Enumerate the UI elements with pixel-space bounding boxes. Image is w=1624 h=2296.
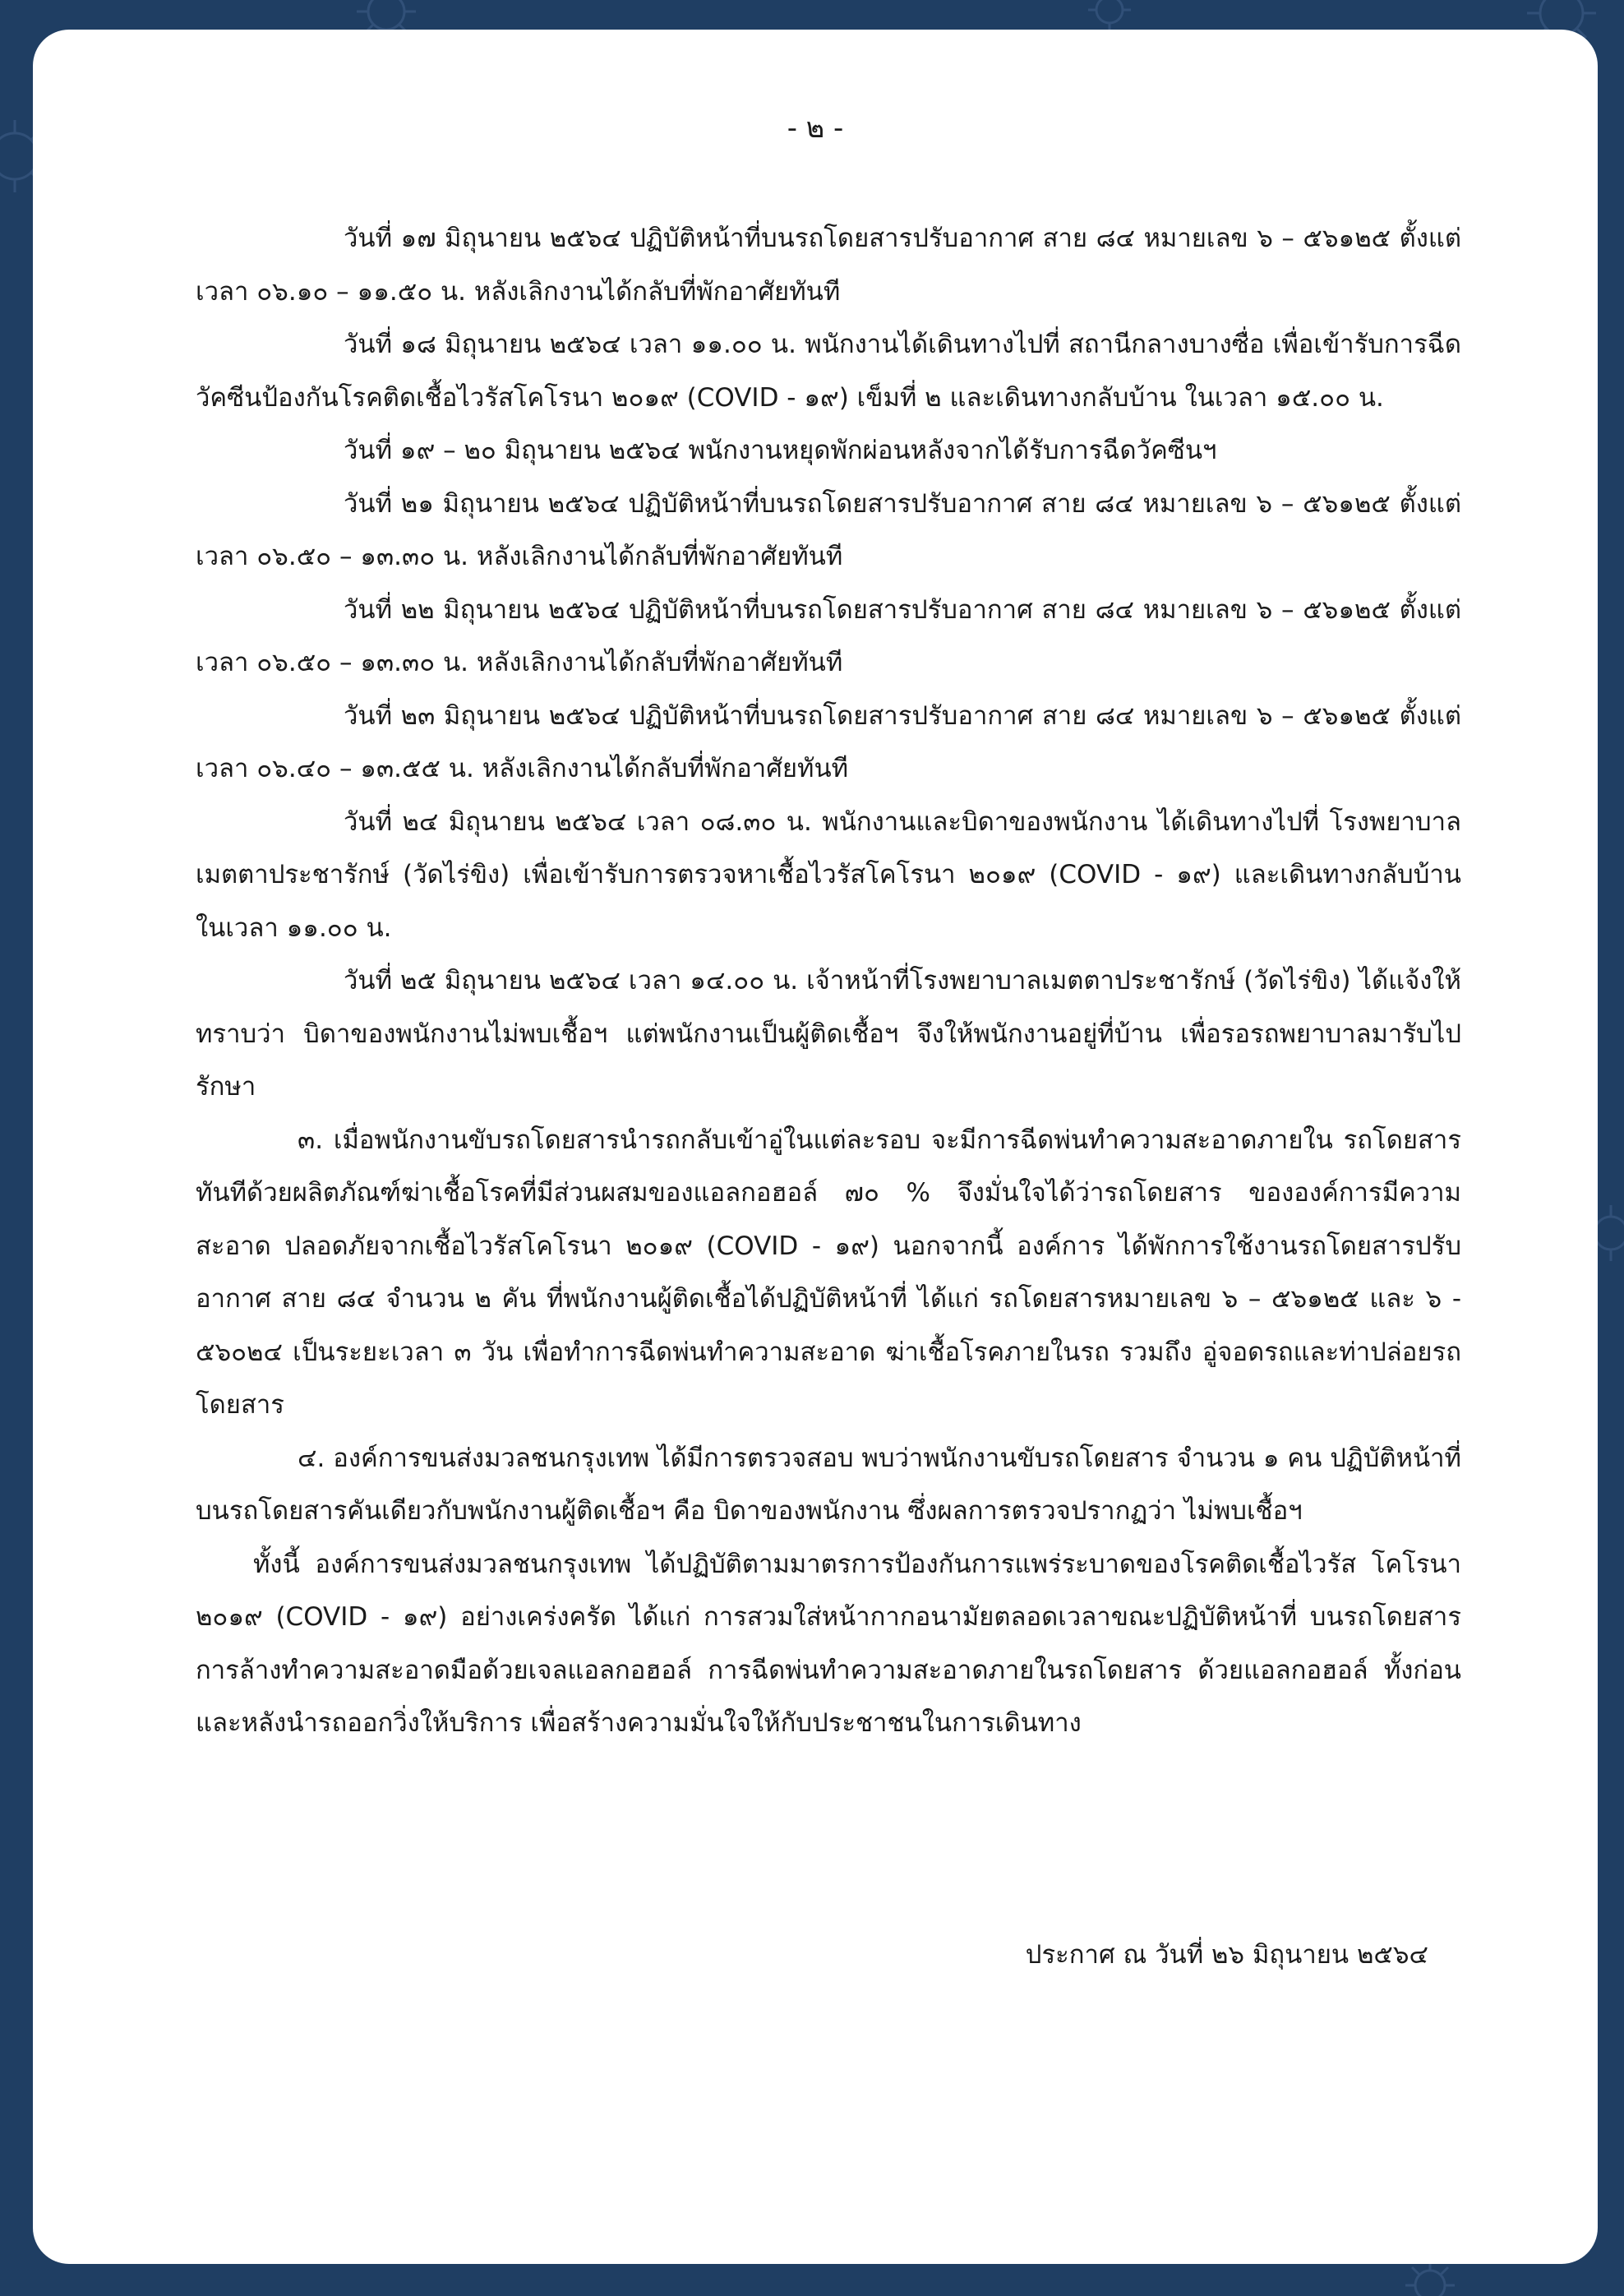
virus-icon: [1088, 0, 1131, 31]
document-page: [33, 30, 1598, 2264]
paragraph-jun24: วันที่ ๒๔ มิถุนายน ๒๕๖๔ เวลา ๐๘.๓๐ น. พนักงานและบิดาของพนักงาน ได้เดินทางไปที่ โรงพยาบาลเมตตาประชารักษ์ (วัดไร่ขิง) เพื่อเข้ารับการตรวจหาเชื้อไวรัสโคโรนา ๒๐๑๙ (COVID - ๑๙) และเดินทางกลับบ้าน ในเวลา ๑๑.๐๐ น.: [196, 806, 1461, 943]
paragraph-jun18: วันที่ ๑๘ มิถุนายน ๒๕๖๔ เวลา ๑๑.๐๐ น. พนักงานได้เดินทางไปที่ สถานีกลางบางซื่อ เพื่อเข้ารับการฉีดวัคซีนป้องกันโรคติดเชื้อไวรัสโคโรนา ๒๐๑๙ (COVID - ๑๙) เข็มที่ ๒ และเดินทางกลับบ้าน ในเวลา ๑๕.๐๐ น.: [196, 330, 1461, 413]
announcement-date: ประกาศ ณ วันที่ ๒๖ มิถุนายน ๒๕๖๔: [1025, 1940, 1428, 1970]
paragraph-jun21: วันที่ ๒๑ มิถุนายน ๒๕๖๔ ปฏิบัติหน้าที่บนรถโดยสารปรับอากาศ สาย ๘๔ หมายเลข ๖ – ๕๖๑๒๕ ตั้งแต่เวลา ๐๖.๕๐ – ๑๓.๓๐ น. หลังเลิกงานได้กลับที่พักอาศัยทันที: [196, 488, 1461, 571]
paragraph-jun25: วันที่ ๒๕ มิถุนายน ๒๕๖๔ เวลา ๑๔.๐๐ น. เจ้าหน้าที่โรงพยาบาลเมตตาประชารักษ์ (วัดไร่ขิง) ได้แจ้งให้ทราบว่า บิดาของพนักงานไม่พบเชื้อฯ แต่พนักงานเป็นผู้ติดเชื้อฯ จึงให้พนักงานอยู่ที่บ้าน เพื่อรอรถพยาบาลมารับไปรักษา: [196, 966, 1461, 1102]
paragraph-item-3: ๓. เมื่อพนักงานขับรถโดยสารนำรถกลับเข้าอู่ในแต่ละรอบ จะมีการฉีดพ่นทำความสะอาดภายใน รถโดยสารทันทีด้วยผลิตภัณฑ์ฆ่าเชื้อโรคที่มีส่วนผสมของแอลกอฮอล์ ๗๐ % จึงมั่นใจได้ว่ารถโดยสาร ขององค์การมีความสะอาด ปลอดภัยจากเชื้อไวรัสโคโรนา ๒๐๑๙ (COVID - ๑๙) นอกจากนี้ องค์การ ได้พักการใช้งานรถโดยสารปรับอากาศ สาย ๘๔ จำนวน ๒ คัน ที่พนักงานผู้ติดเชื้อได้ปฏิบัติหน้าที่ ได้แก่ รถโดยสารหมายเลข ๖ – ๕๖๑๒๕ และ ๖ - ๕๖๐๒๔ เป็นระยะเวลา ๓ วัน เพื่อทำการฉีดพ่นทำความสะอาด ฆ่าเชื้อโรคภายในรถ รวมถึง อู่จอดรถและท่าปล่อยรถโดยสาร: [196, 1125, 1461, 1420]
document-body: [196, 212, 1461, 1750]
page-number: - ๒ -: [787, 112, 844, 145]
paragraph-jun17: วันที่ ๑๗ มิถุนายน ๒๕๖๔ ปฏิบัติหน้าที่บนรถโดยสารปรับอากาศ สาย ๘๔ หมายเลข ๖ – ๕๖๑๒๕ ตั้งแต่เวลา ๐๖.๑๐ – ๑๑.๕๐ น. หลังเลิกงานได้กลับที่พักอาศัยทันที: [196, 224, 1461, 307]
paragraph-jun23: วันที่ ๒๓ มิถุนายน ๒๕๖๔ ปฏิบัติหน้าที่บนรถโดยสารปรับอากาศ สาย ๘๔ หมายเลข ๖ – ๕๖๑๒๕ ตั้งแต่เวลา ๐๖.๔๐ – ๑๓.๕๕ น. หลังเลิกงานได้กลับที่พักอาศัยทันที: [196, 700, 1461, 783]
virus-icon: [1405, 2261, 1455, 2296]
paragraph-conclusion: ทั้งนี้ องค์การขนส่งมวลชนกรุงเทพ ได้ปฏิบัติตามมาตรการป้องกันการแพร่ระบาดของโรคติดเชื้อไวรัส โคโรนา ๒๐๑๙ (COVID - ๑๙) อย่างเคร่งครัด ได้แก่ การสวมใส่หน้ากากอนามัยตลอดเวลาขณะปฏิบัติหน้าที่ บนรถโดยสาร การล้างทำความสะอาดมือด้วยเจลแอลกอฮอล์ การฉีดพ่นทำความสะอาดภายในรถโดยสาร ด้วยแอลกอฮอล์ ทั้งก่อนและหลังนำรถออกวิ่งให้บริการ เพื่อสร้างความมั่นใจให้กับประชาชนในการเดินทาง: [196, 1549, 1461, 1738]
paragraph-jun19-20: วันที่ ๑๙ – ๒๐ มิถุนายน ๒๕๖๔ พนักงานหยุดพักผ่อนหลังจากได้รับการฉีดวัคซีนฯ: [344, 436, 1217, 465]
paragraph-item-4: ๔. องค์การขนส่งมวลชนกรุงเทพ ได้มีการตรวจสอบ พบว่าพนักงานขับรถโดยสาร จำนวน ๑ คน ปฏิบัติหน้าที่บนรถโดยสารคันเดียวกับพนักงานผู้ติดเชื้อฯ คือ บิดาของพนักงาน ซึ่งผลการตรวจปรากฏว่า ไม่พบเชื้อฯ: [196, 1443, 1461, 1526]
paragraph-jun22: วันที่ ๒๒ มิถุนายน ๒๕๖๔ ปฏิบัติหน้าที่บนรถโดยสารปรับอากาศ สาย ๘๔ หมายเลข ๖ – ๕๖๑๒๕ ตั้งแต่เวลา ๐๖.๕๐ – ๑๓.๓๐ น. หลังเลิกงานได้กลับที่พักอาศัยทันที: [196, 594, 1461, 677]
